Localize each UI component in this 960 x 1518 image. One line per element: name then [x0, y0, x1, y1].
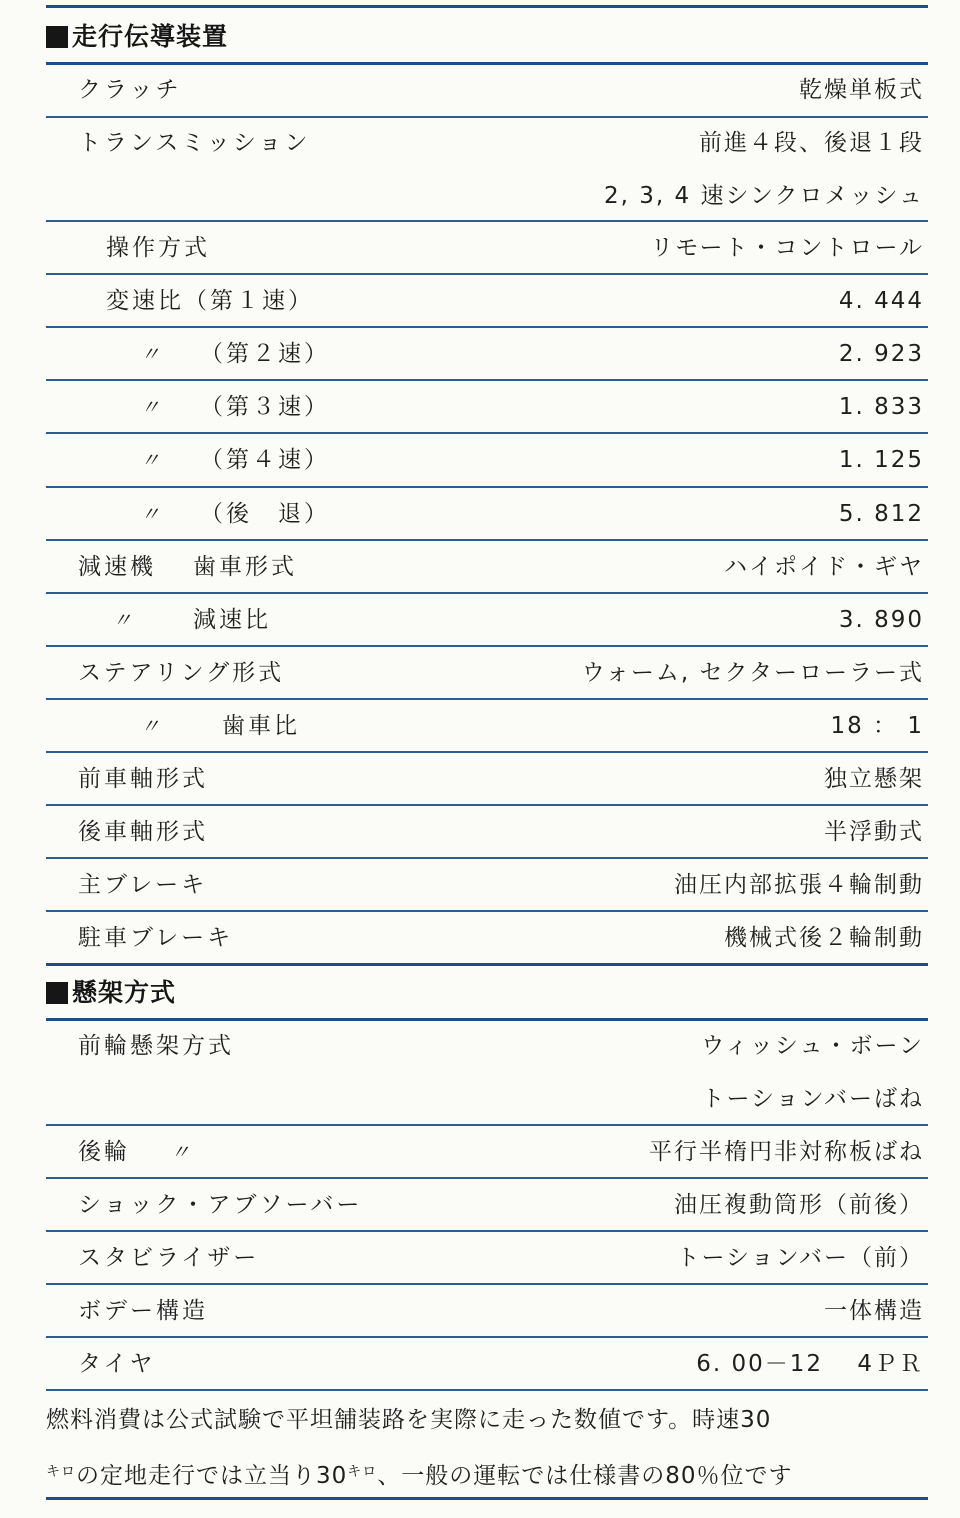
- spec-value: 1. 125: [838, 447, 924, 473]
- spec-value: 前進４段、後退１段: [699, 130, 924, 156]
- spec-value: 18 ： 1: [830, 713, 924, 739]
- spec-label: スタビライザー: [78, 1245, 260, 1271]
- footnote-line-1: 燃料消費は公式試験で平坦舗装路を実際に走った数値です。時速30: [46, 1407, 772, 1433]
- spec-value: 乾燥単板式: [799, 77, 924, 103]
- divider: [46, 1497, 928, 1500]
- divider: [46, 592, 928, 594]
- ditto-mark: 〃: [112, 608, 132, 632]
- spec-label: 後輪: [78, 1139, 130, 1165]
- section-heading-suspension: [46, 968, 176, 1018]
- section-title: 懸架方式: [72, 978, 177, 1007]
- section-heading-drivetrain: [46, 12, 228, 62]
- spec-label: 前輪懸架方式: [78, 1033, 234, 1059]
- ditto-mark: 〃: [140, 448, 160, 472]
- square-bullet-icon: [46, 26, 68, 48]
- spec-sublabel: 歯車形式: [193, 554, 297, 580]
- square-bullet-icon: [46, 982, 68, 1004]
- spec-value: ハイポイド・ギヤ: [724, 554, 924, 580]
- spec-value-secondary: 2, 3, 4 速シンクロメッシュ: [604, 183, 924, 209]
- ditto-mark: 〃: [140, 342, 160, 366]
- ditto-mark: 〃: [170, 1140, 190, 1164]
- footnote-line-2: [46, 1446, 928, 1498]
- spec-value-secondary: トーションバーばね: [701, 1086, 924, 1112]
- section-title: 走行伝導装置: [72, 22, 229, 51]
- spec-value: 半浮動式: [824, 819, 924, 845]
- spec-label: 駐車ブレーキ: [78, 925, 234, 951]
- spec-label: 操作方式: [106, 235, 210, 261]
- spec-label: クラッチ: [78, 77, 182, 103]
- spec-label: （第２速）: [200, 341, 330, 367]
- spec-label: 主ブレーキ: [78, 872, 208, 898]
- unit-kilo: キロ: [46, 1464, 76, 1480]
- ditto-mark: 〃: [140, 502, 160, 526]
- spec-value: トーションバー（前）: [676, 1245, 924, 1271]
- spec-value: 4. 444: [838, 288, 924, 314]
- spec-label: （後 退）: [200, 501, 330, 527]
- ditto-mark: 〃: [140, 395, 160, 419]
- unit-kilo: キロ: [347, 1464, 378, 1480]
- divider: [46, 432, 928, 434]
- spec-value: 6. 00－12 4ＰＲ: [696, 1351, 924, 1377]
- spec-value: リモート・コントロール: [650, 235, 924, 261]
- spec-label: （第４速）: [200, 447, 330, 473]
- spec-value: 油圧複動筒形（前後）: [674, 1192, 924, 1218]
- spec-label: （第３速）: [200, 394, 330, 420]
- spec-value: 機械式後２輪制動: [724, 925, 924, 951]
- spec-label: 歯車比: [222, 713, 300, 739]
- spec-value: 5. 812: [838, 501, 924, 527]
- divider: [46, 486, 928, 488]
- spec-value: 3. 890: [838, 607, 924, 633]
- spec-label: 減速比: [193, 607, 271, 633]
- spec-label: 減速機: [78, 554, 156, 580]
- spec-value: 油圧内部拡張４輪制動: [674, 872, 924, 898]
- spec-value: ウィッシュ・ボーン: [701, 1033, 924, 1059]
- divider: [46, 1389, 928, 1391]
- spec-value: 2. 923: [838, 341, 924, 367]
- spec-label: ステアリング形式: [78, 660, 285, 686]
- footnote-text: 、一般の運転では仕様書の80％位です: [377, 1463, 793, 1489]
- spec-label: 変速比（第１速）: [106, 288, 314, 314]
- spec-label: 後車軸形式: [78, 819, 208, 845]
- spec-label: ショック・アブソーバー: [78, 1192, 363, 1218]
- spec-label: トランスミッション: [78, 130, 311, 156]
- spec-label: 前車軸形式: [78, 766, 208, 792]
- footnote-text: の定地走行では立当り30: [76, 1463, 348, 1489]
- spec-value: 一体構造: [824, 1298, 924, 1324]
- spec-value: 1. 833: [838, 394, 924, 420]
- ditto-mark: 〃: [140, 714, 160, 738]
- divider: [46, 963, 928, 966]
- spec-label: タイヤ: [78, 1351, 156, 1377]
- divider: [46, 326, 928, 328]
- spec-value: ウォーム, セクターローラー式: [581, 660, 924, 686]
- divider: [46, 379, 928, 381]
- spec-label: ボデー構造: [78, 1298, 208, 1324]
- spec-value: 独立懸架: [824, 766, 924, 792]
- spec-value: 平行半楕円非対称板ばね: [649, 1139, 924, 1165]
- divider: [46, 5, 928, 8]
- divider: [46, 698, 928, 700]
